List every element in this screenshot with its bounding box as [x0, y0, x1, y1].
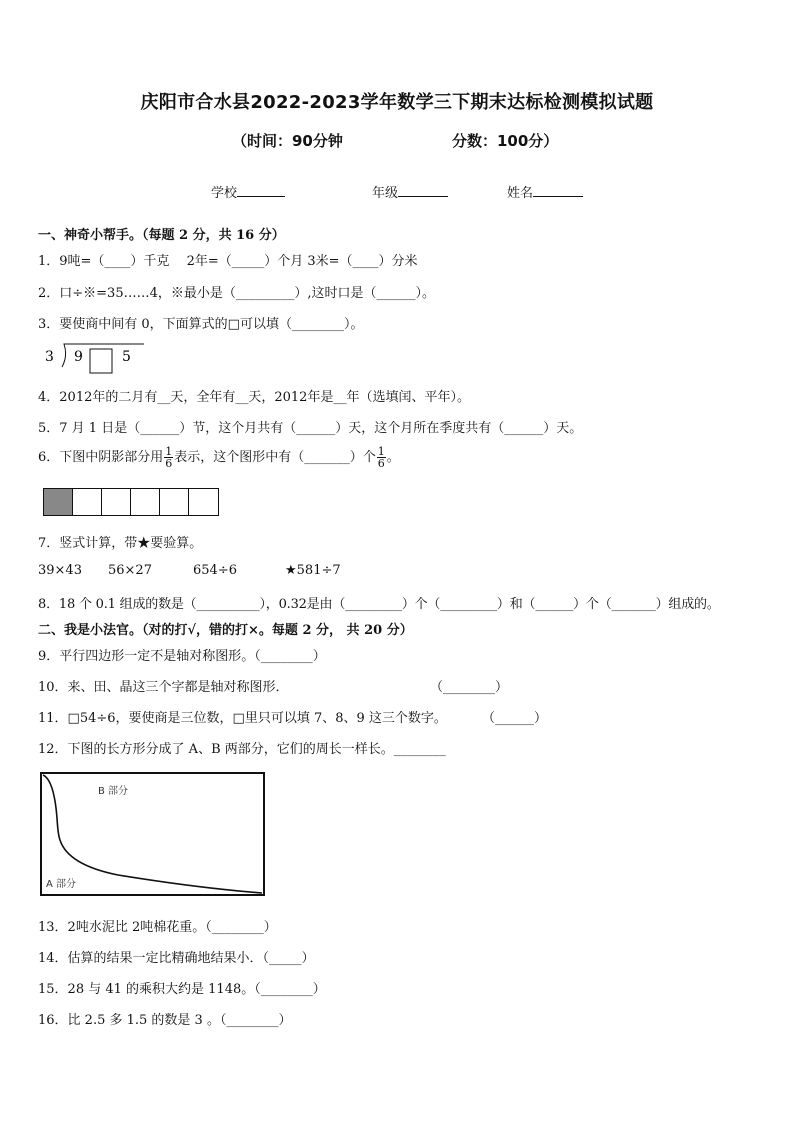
fraction-denominator: 6: [377, 457, 385, 470]
name-blank[interactable]: [533, 183, 583, 197]
question-10-blank[interactable]: （________）: [430, 680, 509, 695]
calc-item-2: 56×27: [108, 563, 152, 578]
grade-label: 年级: [372, 186, 399, 201]
division-divisor: 3: [45, 349, 54, 365]
fraction-numerator: 1: [377, 445, 385, 458]
question-6: [38, 446, 400, 469]
question-12: 12．下图的长方形分成了 A、B 两部分，它们的周长一样长。________: [38, 742, 446, 757]
outer-rectangle: [41, 773, 264, 895]
question-6-part-a: 6．下图中阴影部分用: [38, 450, 164, 465]
section-2-heading: 二、我是小法官。（对的打√，错的打×。每题 2 分， 共 20 分）: [38, 623, 413, 638]
name-label: 姓名: [507, 186, 534, 201]
calc-item-1: 39×43: [38, 563, 82, 578]
calc-item-4: ★581÷7: [285, 563, 341, 578]
question-7: 7．竖式计算，带★要验算。: [38, 536, 203, 551]
question-2: 2．口÷※=35……4，※最小是（_________）,这时口是（______）。: [38, 286, 436, 301]
section-1-heading: 一、神奇小帮手。（每题 2 分，共 16 分）: [38, 228, 285, 243]
rectangle-divided-figure: [38, 770, 268, 898]
question-4: 4．2012年的二月有__天，全年有__天，2012年是__年（选填闰、平年）。: [38, 390, 470, 405]
long-division-figure: [40, 342, 150, 376]
question-11-blank[interactable]: （______）: [482, 711, 548, 726]
question-6-part-b: 表示，这个图形中有（_______）个: [174, 450, 376, 465]
question-3: 3．要使商中间有 0，下面算式的□可以填（________）。: [38, 317, 364, 332]
name-field: [507, 182, 583, 201]
exam-time: （时间：90分钟: [232, 132, 343, 150]
division-blank-box[interactable]: [90, 349, 112, 373]
question-6-part-c: 。: [386, 450, 400, 465]
grade-blank[interactable]: [398, 183, 448, 197]
label-part-b: B 部分: [98, 786, 129, 797]
question-11: 11．□54÷6，要使商是三位数，□里只可以填 7、8、9 这三个数字。: [38, 711, 447, 726]
question-1: 1．9吨=（____）千克 2年=（_____）个月 3米=（____）分米: [38, 254, 418, 269]
fraction-one-sixth: [164, 446, 173, 469]
school-label: 学校: [211, 186, 238, 201]
school-field: [211, 182, 285, 201]
question-13: 13．2吨水泥比 2吨棉花重。（________）: [38, 920, 277, 935]
question-16: 16．比 2.5 多 1.5 的数是 3 。（________）: [38, 1013, 292, 1028]
label-part-a: A 部分: [46, 879, 77, 890]
grade-field: [372, 182, 448, 201]
strip-cell: [73, 489, 102, 515]
question-8: 8．18 个 0.1 组成的数是（__________），0.32是由（_________）个（_________）和（______）个（_______）组成的。: [38, 597, 720, 612]
question-14: 14．估算的结果一定比精确地结果小．（_____）: [38, 951, 315, 966]
strip-cell: [160, 489, 189, 515]
strip-cell: [131, 489, 160, 515]
fraction-denominator: 6: [165, 457, 173, 470]
question-10: 10．来、田、晶这三个字都是轴对称图形．: [38, 680, 289, 695]
strip-cell-shaded: [44, 489, 73, 515]
school-blank[interactable]: [237, 183, 285, 197]
question-5: 5．7 月 1 日是（______）节，这个月共有（______）天，这个月所在季度共有（______）天。: [38, 421, 583, 436]
exam-score: 分数：100分）: [452, 132, 559, 150]
division-digit-3: 5: [122, 349, 131, 365]
calc-item-3: 654÷6: [193, 563, 237, 578]
page-title: 庆阳市合水县2022-2023学年数学三下期末达标检测模拟试题: [140, 92, 654, 113]
strip-cell: [102, 489, 131, 515]
fraction-numerator: 1: [165, 445, 173, 458]
division-digit-1: 9: [74, 349, 83, 365]
question-9: 9．平行四边形一定不是轴对称图形。（________）: [38, 649, 326, 664]
fraction-one-sixth-2: [377, 446, 386, 469]
question-15: 15．28 与 41 的乘积大约是 1148。（________）: [38, 982, 326, 997]
strip-cell: [189, 489, 218, 515]
fraction-strip: [43, 488, 219, 516]
